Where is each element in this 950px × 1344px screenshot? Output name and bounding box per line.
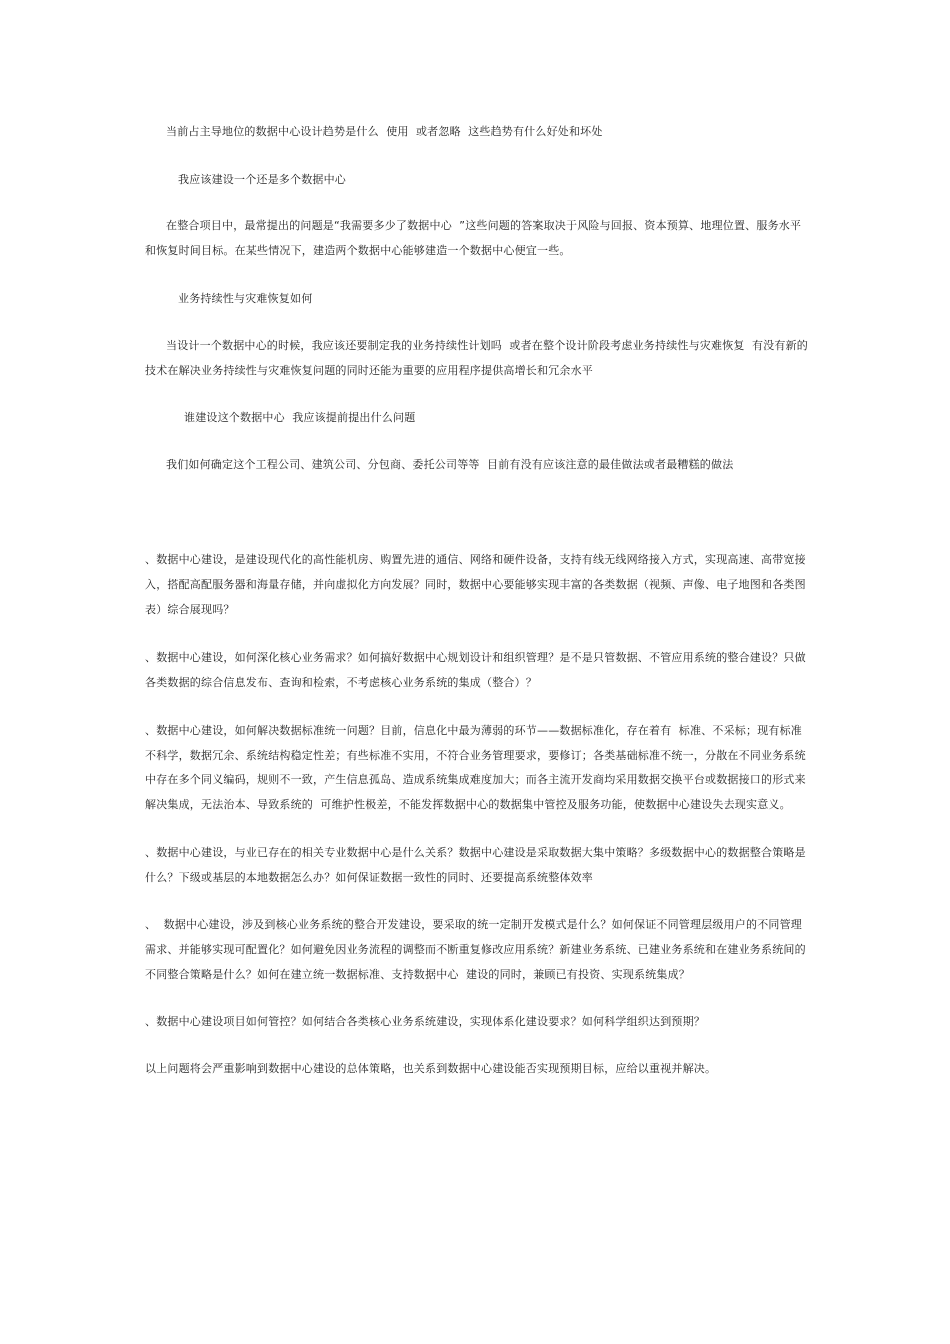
list-item-line: 解决集成，无法治本、导致系统的 可维护性极差，不能发挥数据中心的数据集中管控及服务功能，使数据中心建设失去现实意义。 (145, 798, 791, 811)
paragraph-line: 当设计一个数据中心的时候，我应该还要制定我的业务持续性计划吗 或者在整个设计阶段考虑业务持续性与灾难恢复 有没有新的 (166, 339, 808, 352)
list-item-line: 需求、并能够实现可配置化？如何避免因业务流程的调整而不断重复修改应用系统？新建业务系统、已建业务系统和在建业务系统间的 (145, 943, 806, 956)
paragraph-line: 在整合项目中，最常提出的问题是“我需要多少了数据中心 ”这些问题的答案取决于风险与回报、资本预算、地理位置、服务水平 (166, 219, 802, 232)
paragraph-line: 技术在解决业务持续性与灾难恢复问题的同时还能为重要的应用程序提供高增长和冗余水平 (145, 364, 593, 377)
paragraph-line: 和恢复时间目标。在某些情况下，建造两个数据中心能够建造一个数据中心便宜一些。 (145, 244, 571, 257)
list-item-line: 不同整合策略是什么？如何在建立统一数据标准、支持数据中心 建设的同时，兼顾已有投资、实现系统集成？ (145, 968, 690, 981)
list-item-line: 、 数据中心建设，涉及到核心业务系统的整合开发建设，要采取的统一定制开发模式是什么？如何保证不同管理层级用户的不同管理 (145, 918, 802, 931)
heading-one-or-many: 我应该建设一个还是多个数据中心 (178, 173, 346, 186)
list-item-line: 、数据中心建设，如何深化核心业务需求？如何搞好数据中心规划设计和组织管理？是不是只管数据、不管应用系统的整合建设？只做 (145, 651, 806, 664)
heading-who-builds: 谁建设这个数据中心 我应该提前提出什么问题 (184, 411, 416, 424)
list-item-line: 表）综合展现吗？ (145, 603, 235, 616)
list-item-line: 中存在多个同义编码，规则不一致，产生信息孤岛、造成系统集成难度加大；而各主流开发商均采用数据交换平台或数据接口的形式来 (145, 773, 806, 786)
list-item-line: 各类数据的综合信息发布、查询和检索，不考虑核心业务系统的集成（整合）？ (145, 676, 537, 689)
heading-continuity: 业务持续性与灾难恢复如何 (178, 292, 313, 305)
list-item-line: 、数据中心建设，是建设现代化的高性能机房、购置先进的通信、网络和硬件设备，支持有线无线网络接入方式，实现高速、高带宽接 (145, 553, 806, 566)
list-item-line: 、数据中心建设项目如何管控？如何结合各类核心业务系统建设，实现体系化建设要求？如何科学组织达到预期？ (145, 1015, 705, 1028)
list-item-line: 什么？下级或基层的本地数据怎么办？如何保证数据一致性的同时、还要提高系统整体效率 (145, 871, 593, 884)
list-item-line: 、数据中心建设，与业已存在的相关专业数据中心是什么关系？数据中心建设是采取数据大集中策略？多级数据中心的数据整合策略是 (145, 846, 806, 859)
list-item-line: 、数据中心建设，如何解决数据标准统一问题？目前，信息化中最为薄弱的环节——数据标准化，存在着有 标准、不采标；现有标准 (145, 724, 802, 737)
conclusion: 以上问题将会严重影响到数据中心建设的总体策略，也关系到数据中心建设能否实现预期目标，应给以重视并解决。 (145, 1062, 717, 1075)
paragraph-line: 我们如何确定这个工程公司、建筑公司、分包商、委托公司等等 目前有没有应该注意的最佳做法或者最糟糕的做法 (166, 458, 734, 471)
question-trends: 当前占主导地位的数据中心设计趋势是什么 使用 或者忽略 这些趋势有什么好处和坏处 (166, 125, 603, 138)
list-item-line: 不科学，数据冗余、系统结构稳定性差；有些标准不实用，不符合业务管理要求，要修订；各类基础标准不统一，分散在不同业务系统 (145, 749, 806, 762)
list-item-line: 入，搭配高配服务器和海量存储，并向虚拟化方向发展？同时，数据中心要能够实现丰富的各类数据（视频、声像、电子地图和各类图 (145, 578, 806, 591)
